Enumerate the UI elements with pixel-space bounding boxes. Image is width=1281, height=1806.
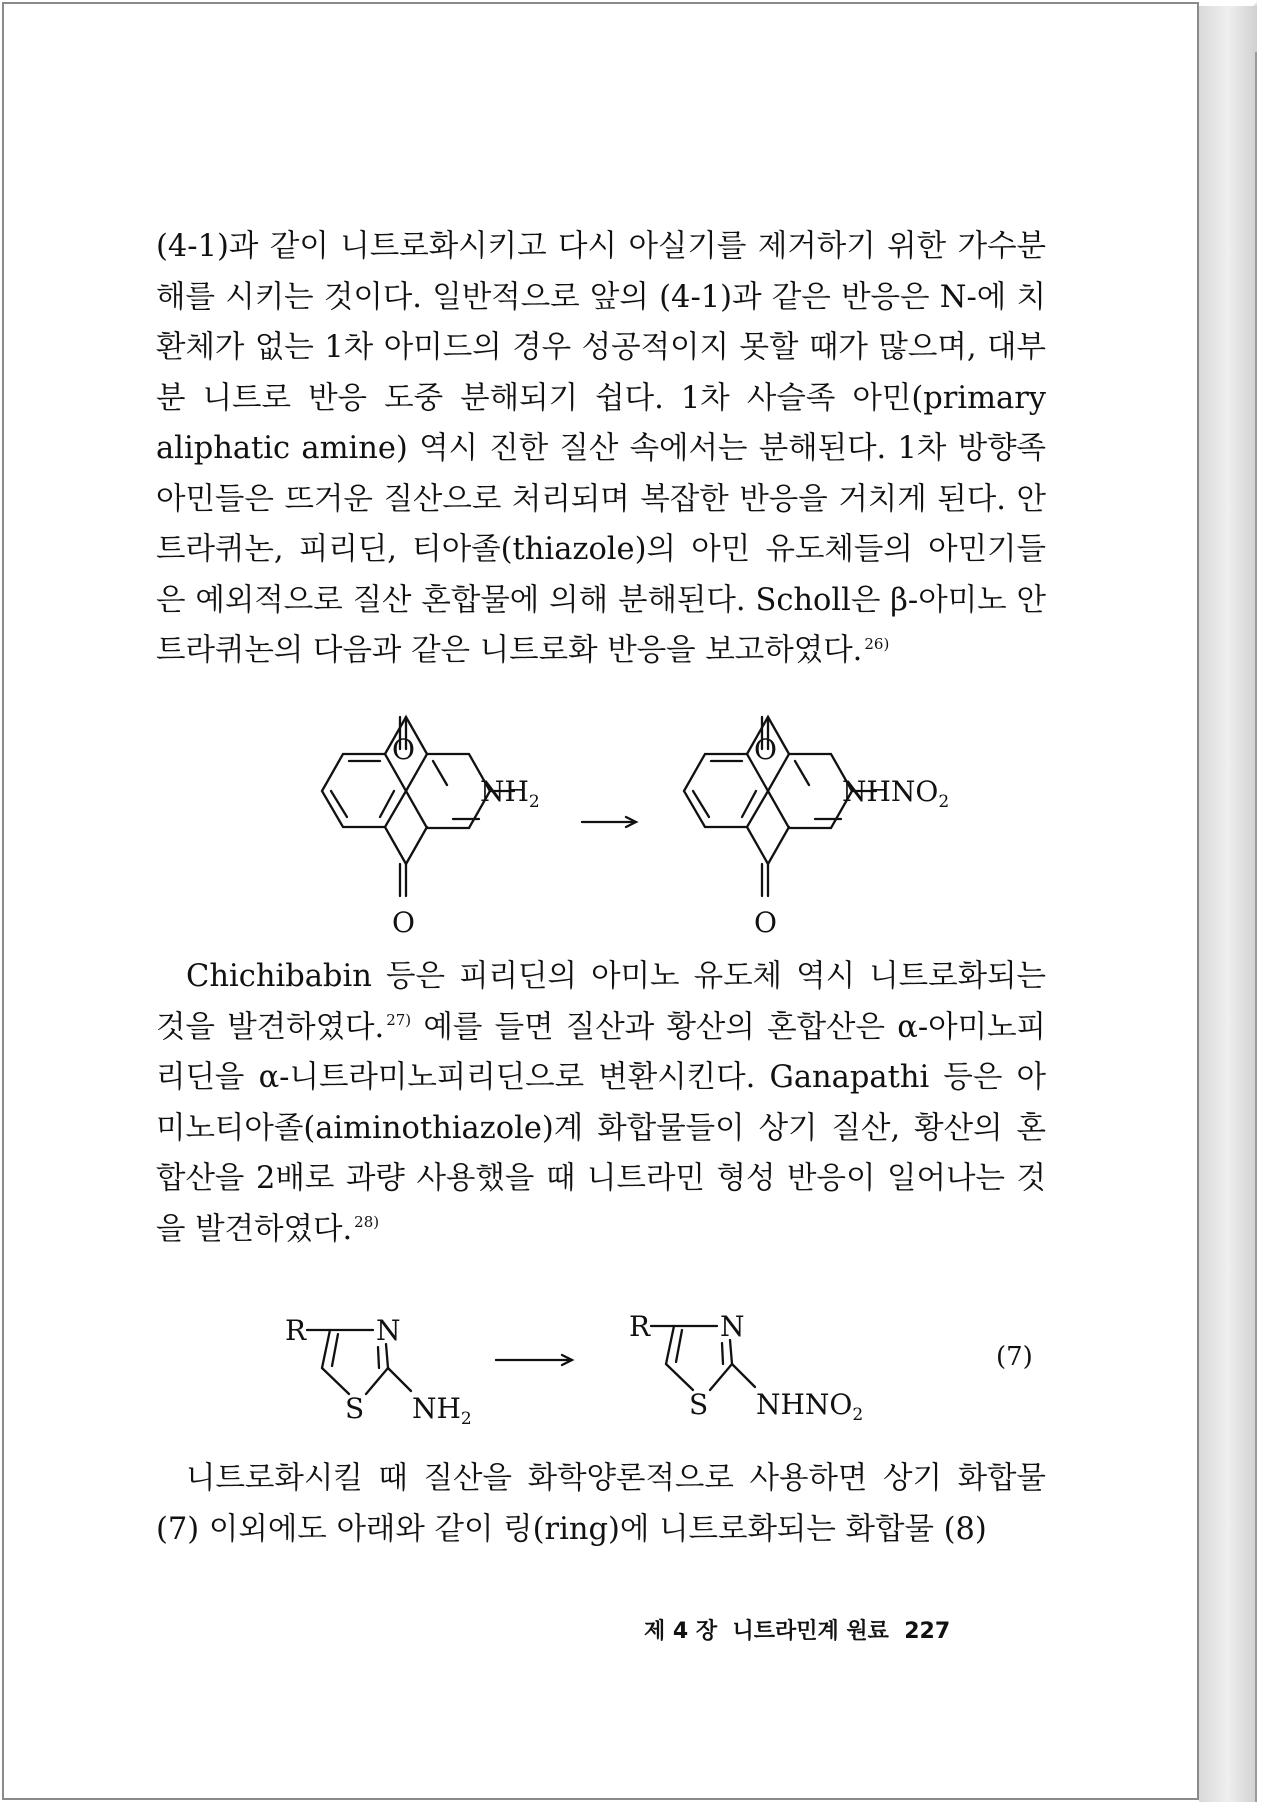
product-nitramine-group: $NHNO_2$ (756, 1388, 864, 1425)
footnote-ref-28: 28) (354, 1213, 380, 1232)
reactant-r-substituent: R (285, 1314, 307, 1347)
footnote-ref-26: 26) (864, 634, 890, 653)
reactant-right-ring (406, 754, 490, 828)
product-ring-sulfur: S (689, 1388, 709, 1421)
page-footer (644, 1614, 950, 1645)
reactant-left-ring (322, 754, 406, 827)
page-edge (1199, 6, 1257, 1802)
product-top-oxygen: O (754, 733, 777, 766)
paragraph-2: Chichibabin 등은 피리딘의 아미노 유도체 역시 니트로화되는 것을 발견하였다. $^{27)}$ 예를 들면 질산과 황산의 혼합산은 α-아미노피리딘을 α-니트라미노피리딘으로 변환시킨다. Ganapathi 등은 아미노티아졸(aiminothiazole)계 화합물들이 상기 질산, 황산의 혼합산을 2배로 과량 사용했을 때 니트라민 형성 반응이 일어나는 것을 발견하였다. $^{28)}$ (156, 959, 1046, 1247)
product-left-ring (684, 754, 768, 827)
product-bottom-oxygen: O (754, 906, 777, 939)
equation-number: (7) (996, 1342, 1033, 1372)
chapter-label: 제 4 장 (644, 1619, 718, 1644)
reactant-bottom-oxygen: O (392, 906, 415, 939)
page-number: 227 (904, 1619, 951, 1644)
product-nitramine-group: $NHNO_2$ (842, 775, 950, 812)
footnote-ref-27: 27) (386, 1011, 412, 1030)
paragraph-1: (4-1)과 같이 니트로화시키고 다시 아실기를 제거하기 위한 가수분해를 시키는 것이다. 일반적으로 앞의 (4-1)과 같은 반응은 N-에 치환체가 없는 1차 아미드의 경우 성공적이지 못할 때가 많으며, 대부분 니트로 반응 도중 분해되기 쉽다. 1차 사슬족 아민(primary aliphatic amine) 역시 진한 질산 속에서는 분해된다. 1차 방향족 아민들은 뜨거운 질산으로 처리되며 복잡한 반응을 거치게 된다. 안트라퀴논, 피리딘, 티아졸(thiazole)의 아민 유도체들의 아민기들은 예외적으로 질산 혼합물에 의해 분해된다. Scholl은 β-아미노 안트라퀴논의 다음과 같은 니트로화 반응을 보고하였다. $^{26)}$ (156, 229, 1046, 668)
chapter-title: 니트라민계 원료 (732, 1619, 889, 1644)
reactant-ring-nitrogen: N (376, 1314, 401, 1347)
reactant-ring-sulfur: S (345, 1392, 365, 1425)
reactant-amino-group: $NH_2$ (412, 1392, 472, 1429)
product-r-substituent: R (629, 1310, 651, 1343)
reactant-middle-ring (385, 717, 427, 754)
paragraph-3: 니트로화시킬 때 질산을 화학양론적으로 사용하면 상기 화합물 (7) 이외에도 아래와 같이 링(ring)에 니트로화되는 화합물 (8) (156, 1461, 1046, 1547)
reactant-top-oxygen: O (392, 733, 415, 766)
product-right-ring (768, 754, 852, 828)
product-middle-ring (747, 717, 789, 754)
book-page (2, 2, 1199, 1800)
reactant-amino-group: $NH_2$ (480, 775, 540, 812)
product-ring-nitrogen: N (720, 1310, 745, 1343)
page-edge-line (1255, 52, 1257, 1802)
